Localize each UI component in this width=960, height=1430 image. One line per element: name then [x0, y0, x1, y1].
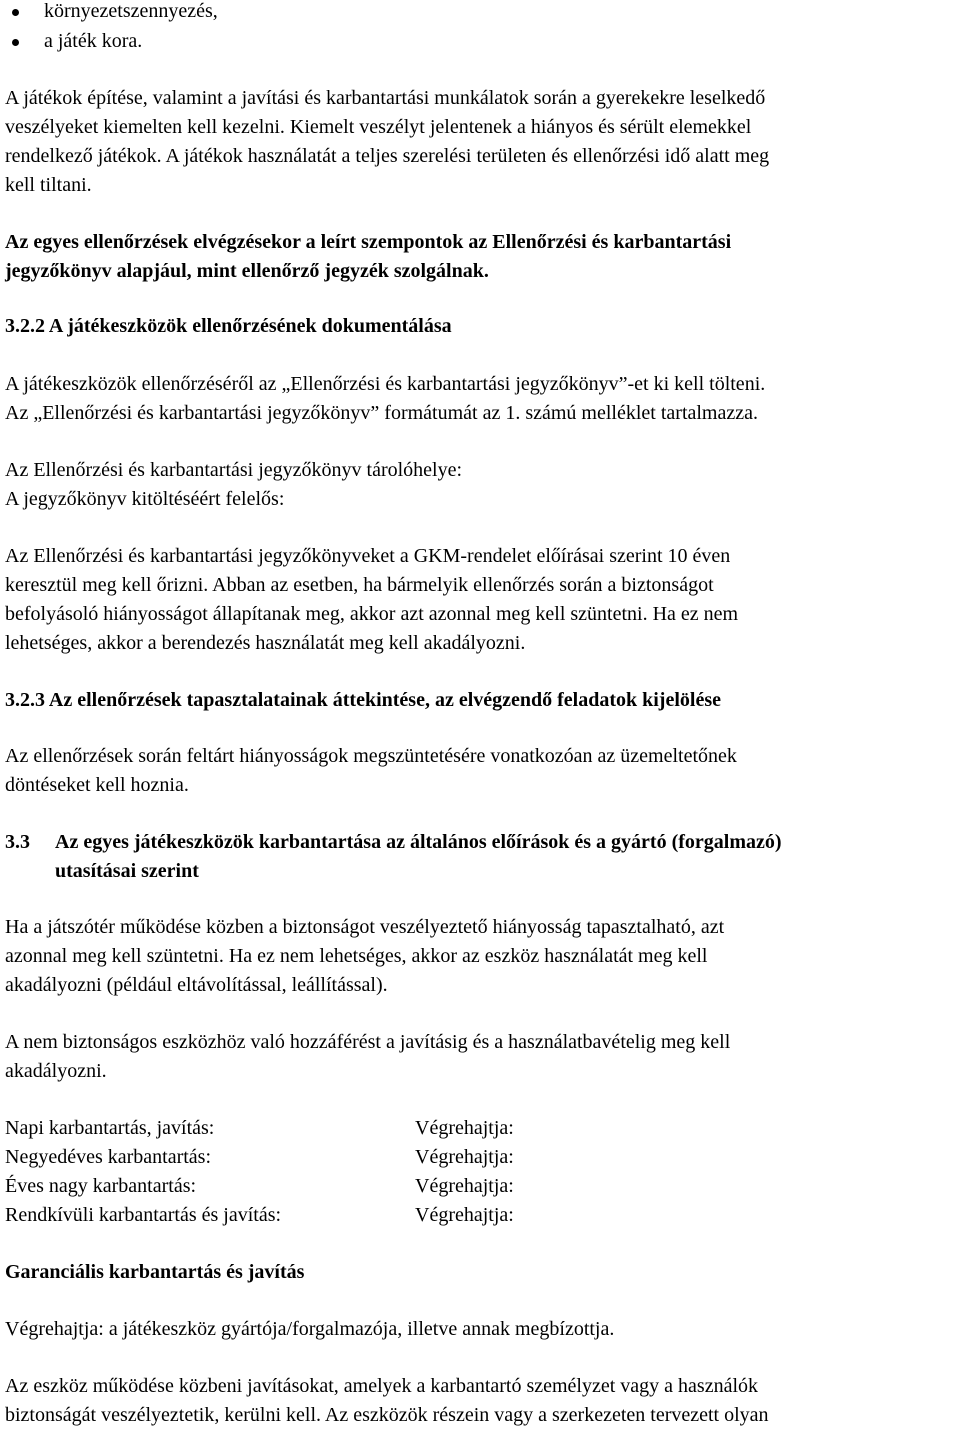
heading-guarantee: Garanciális karbantartás és javítás: [5, 1261, 305, 1283]
list-item: környezetszennyezés,: [5, 0, 218, 27]
paragraph-repairs: Az eszköz működése közbeni javításokat, amelyek a karbantartó személyzet vagy a használók biztonságát veszélyeztetik, kerülni kell. Az eszközök részein vagy a szerkezeten tervezett olyan: [5, 1375, 769, 1426]
paragraph-hazard-removal: Ha a játszótér működése közben a biztonságot veszélyeztető hiányosság tapasztalható, azt azonnal meg kell szüntetni. Ha ez nem lehetséges, akkor az eszköz használatát meg kell akadályozni (például eltávolítással, leállítással).: [5, 916, 725, 996]
section-number: 3.3: [5, 831, 30, 853]
maintenance-row: Negyedéves karbantartás: Végrehajtja:: [5, 1146, 514, 1168]
paragraph-operator-decisions: Az ellenőrzések során feltárt hiányosságok megszüntetésére vonatkozóan az üzemeltetőnek döntéseket kell hoznia.: [5, 745, 737, 796]
paragraph-retention: Az Ellenőrzési és karbantartási jegyzőkönyveket a GKM-rendelet előírásai szerint 10 éven keresztül meg kell őrizni. Abban az esetben, ha bármelyik ellenőrzés során a biztonságot befolyásoló hiányosságot állapítanak meg, akkor azt azonnal meg kell szüntetni. Ha ez nem lehetséges, akkor a berendezés használatát meg kell akadályozni.: [5, 545, 739, 654]
maintenance-row: Éves nagy karbantartás: Végrehajtja:: [5, 1175, 514, 1197]
bullet-icon: [12, 39, 19, 46]
paragraph-access-prevention: A nem biztonságos eszközhöz való hozzáférést a javításig és a használatbavételig meg kell akadályozni.: [5, 1031, 731, 1082]
section-heading-3-3: [5, 828, 955, 886]
maintenance-schedule: [5, 1114, 955, 1230]
section-heading-3-2-3: 3.2.3 Az ellenőrzések tapasztalatainak áttekintése, az elvégzendő feladatok kijelölése: [5, 689, 721, 711]
maintenance-row: Rendkívüli karbantartás és javítás: Végrehajtja:: [5, 1204, 514, 1226]
list-item: a játék kora.: [5, 27, 218, 57]
bullet-icon: [12, 9, 19, 16]
paragraph-inspection-checklist: Az egyes ellenőrzések elvégzésekor a leírt szempontok az Ellenőrzési és karbantartási jegyzőkönyv alapjául, mint ellenőrző jegyzék szolgálnak.: [5, 231, 732, 282]
section-title: Az egyes játékeszközök karbantartása az általános előírások és a gyártó (forgalmazó) utasításai szerint: [55, 831, 782, 882]
maintenance-row: Napi karbantartás, javítás: Végrehajtja:: [5, 1117, 514, 1139]
paragraph-guarantee-executor: Végrehajtja: a játékeszköz gyártója/forgalmazója, illetve annak megbízottja.: [5, 1318, 615, 1340]
section-heading-3-2-2: 3.2.2 A játékeszközök ellenőrzésének dokumentálása: [5, 315, 452, 337]
paragraph-building-safety: A játékok építése, valamint a javítási és karbantartási munkálatok során a gyerekekre leselkedő veszélyeket kiemelten kell kezelni. Kiemelt veszélyt jelentenek a hiányos és sérült elemekkel rendelkező játékok. A játékok használatát a teljes szerelési területen és ellenőrzési idő alatt meg kell tiltani.: [5, 87, 770, 196]
bullet-list: [5, 0, 218, 57]
paragraph-storage-responsible: Az Ellenőrzési és karbantartási jegyzőkönyv tárolóhelye: A jegyzőkönyv kitöltéséért felelős:: [5, 459, 463, 510]
paragraph-documentation: A játékeszközök ellenőrzéséről az „Ellenőrzési és karbantartási jegyzőkönyv”-et ki kell tölteni. Az „Ellenőrzési és karbantartási jegyzőkönyv” formátumát az 1. számú melléklet tartalmazza.: [5, 373, 766, 424]
